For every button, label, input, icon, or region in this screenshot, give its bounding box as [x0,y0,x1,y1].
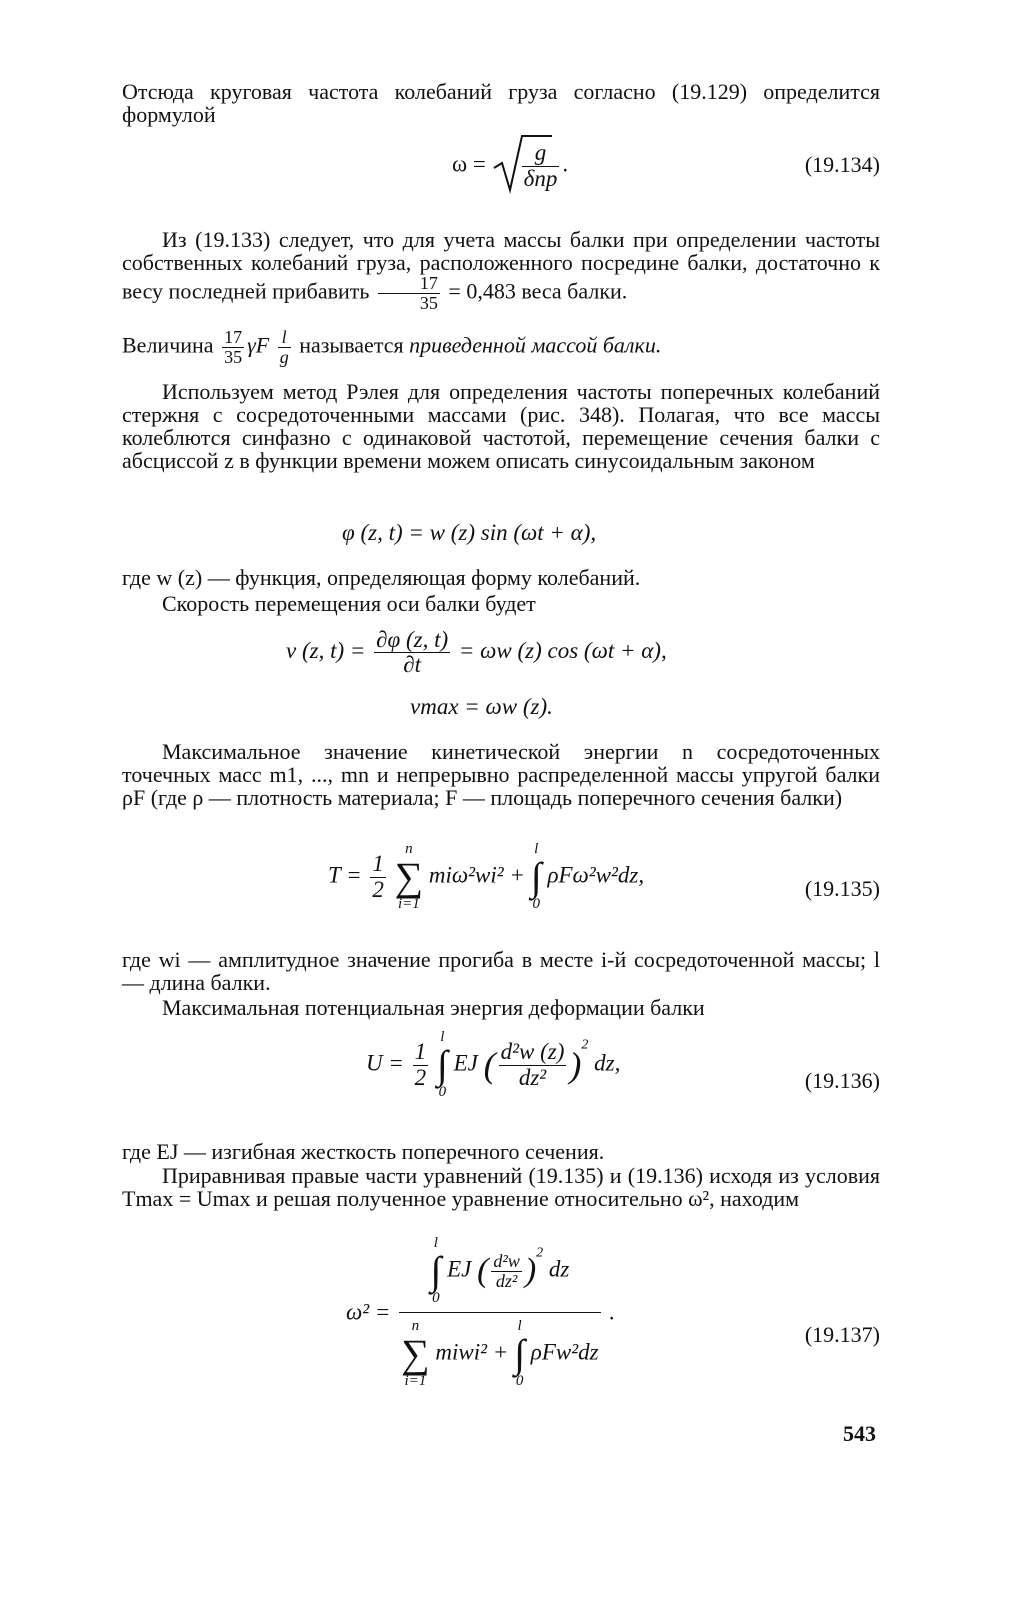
paren-left-icon: ( [483,1045,496,1085]
fraction-den: dz² [518,1064,547,1090]
int-upper: l [534,841,539,857]
integral-icon: l ∫ 0 [514,1318,526,1389]
eq135-term1: miω²wi² + [428,862,525,888]
fraction-num: ∂φ (z, t) [376,627,449,652]
fraction-num: 1 [414,1039,427,1065]
paren-right-icon: ) [569,1045,582,1085]
eq137-lhs: ω² = [346,1299,391,1325]
equation-phi: φ (z, t) = w (z) sin (ωt + α), [342,520,597,545]
fraction-num: d²w (z) [500,1039,565,1065]
fraction-num: 17 [378,274,440,294]
equation-19-135 [328,842,644,912]
eq-number-19-137: (19.137) [804,1322,880,1347]
equation-velocity [286,628,667,677]
paragraph-speed: Скорость перемещения оси балки будет [162,591,536,616]
paragraph-reduced-mass [122,328,880,367]
eq137-power: 2 [536,1245,544,1261]
p3-before: Величина [122,332,214,358]
eq-number-19-134: (19.134) [804,152,880,177]
equation-vmax: vmax = ωw (z). [410,694,553,719]
fraction-17-35 [378,274,440,313]
fraction-num: 17 [224,327,243,347]
paragraph-intro: Отсюда круговая частота колебаний груза согласно (19.129) определится формулой [122,79,880,127]
int-upper: l [517,1318,522,1334]
integral-icon: l ∫ 0 [436,1029,448,1100]
paragraph-potential: Максимальная потенциальная энергия деформации балки [162,995,705,1020]
integral-icon: l ∫ 0 [530,841,542,912]
int-lower: 0 [515,1373,524,1389]
paren-left-icon: ( [477,1252,489,1290]
eq-number-19-136: (19.136) [804,1068,880,1093]
eq137-ej: EJ [447,1256,472,1282]
eq136-derivative [499,1040,567,1089]
eq134-den: δпр [523,165,558,191]
int-lower: 0 [532,896,540,912]
eq134-lhs: ω = [452,151,486,177]
int-upper: l [440,1029,445,1045]
equation-19-134 [452,132,568,200]
eq137-derivative [491,1252,521,1291]
paragraph-equate: Приравнивая правые части уравнений (19.135) и (19.136) исходя из условия Tmax = Umax и решая полученное уравнение относительно ω², находим [122,1163,880,1211]
fraction-den: 2 [372,876,384,902]
term-reduced-mass: приведенной массой балки. [409,332,662,358]
int-upper: l [433,1235,438,1251]
eq135-half [370,852,386,901]
fraction-den: 35 [419,292,438,313]
eq136-power: 2 [581,1037,589,1053]
eq136-half [413,1040,429,1089]
fraction-den: dz² [495,1270,518,1291]
paragraph-rayleigh: Используем метод Рэлея для определения частоты поперечных колебаний стержня с сосредоточенными массами (рис. 348). Полагая, что все массы колеблются синфазно с одинаковой частотой, перемещение сечения балки с абсциссой z в функции времени можем описать синусоидальным законом [122,379,880,473]
eq135-term2: ρFω²w²dz, [547,862,645,888]
eq137-den-term1: miwi² + [435,1339,509,1365]
eq137-denominator [399,1313,600,1389]
sum-upper: n [405,841,413,857]
p2-text: Из (19.133) следует, что для учета массы балки при определении частоты собственных колебаний груза, расположенного посредине балки, достаточно к весу последней прибавить [122,227,880,304]
fraction-num: d²w [493,1250,520,1271]
velocity-lhs: v (z, t) = [286,637,366,663]
paragraph-where-wi: где wi — амплитудное значение прогиба в месте i-й сосредоточенной массы; l — длина балки. [122,947,880,995]
eq137-fraction [399,1236,600,1389]
summation-icon: n ∑ i=1 [401,1318,430,1389]
paragraph-ej: где EJ — изгибная жесткость поперечного сечения. [122,1139,605,1164]
eq137-den-term2: ρFw²dz [530,1339,599,1365]
fraction-den: 2 [414,1064,427,1090]
fraction-den: g [279,346,289,367]
eq135-lhs: T = [328,862,362,888]
eq134-num: g [522,141,560,166]
summation-icon: n ∑ i=1 [394,841,424,912]
equation-19-136 [366,1030,620,1100]
eq-number-19-135: (19.135) [804,876,880,901]
sum-lower: i=1 [404,1373,427,1389]
sum-upper: n [411,1318,420,1334]
paragraph-kinetic: Максимальное значение кинетической энергии n сосредоточенных точечных масс m1, ..., mn и непрерывно распределенной массы упругой балки ρF (где ρ — плотность материала; F — площадь поперечного сечения балки) [122,739,880,810]
page-number: 543 [843,1421,876,1446]
fraction-num: l [278,328,291,348]
velocity-fraction [374,628,450,677]
p2-after: = 0,483 веса балки. [448,278,628,304]
paren-right-icon: ) [524,1252,537,1290]
paragraph-where-w: где w (z) — функция, определяющая форму колебаний. [122,565,641,590]
int-lower: 0 [432,1290,440,1306]
eq134-tail: . [562,151,569,177]
fraction-17-35-b [222,328,244,367]
integral-icon: l ∫ 0 [430,1235,442,1306]
eq137-tail: . [609,1299,616,1325]
fraction-den: 35 [224,346,243,367]
paragraph-mass [122,228,880,320]
p3-after: называется [299,332,404,358]
eq136-tail: dz, [594,1050,621,1076]
int-lower: 0 [438,1084,447,1100]
eq136-ej: EJ [453,1050,478,1076]
fraction-l-g [278,328,291,367]
fraction-num: 1 [372,851,384,877]
equation-19-137 [346,1236,615,1389]
eq136-lhs: U = [366,1050,404,1076]
velocity-rhs: = ωw (z) cos (ωt + α), [458,637,667,663]
eq137-num-tail: dz [548,1256,570,1282]
eq137-numerator [399,1236,600,1313]
eq134-fraction [522,141,560,190]
p3-mid: γF [247,332,270,358]
sum-lower: i=1 [398,896,420,912]
fraction-den: ∂t [403,652,422,678]
